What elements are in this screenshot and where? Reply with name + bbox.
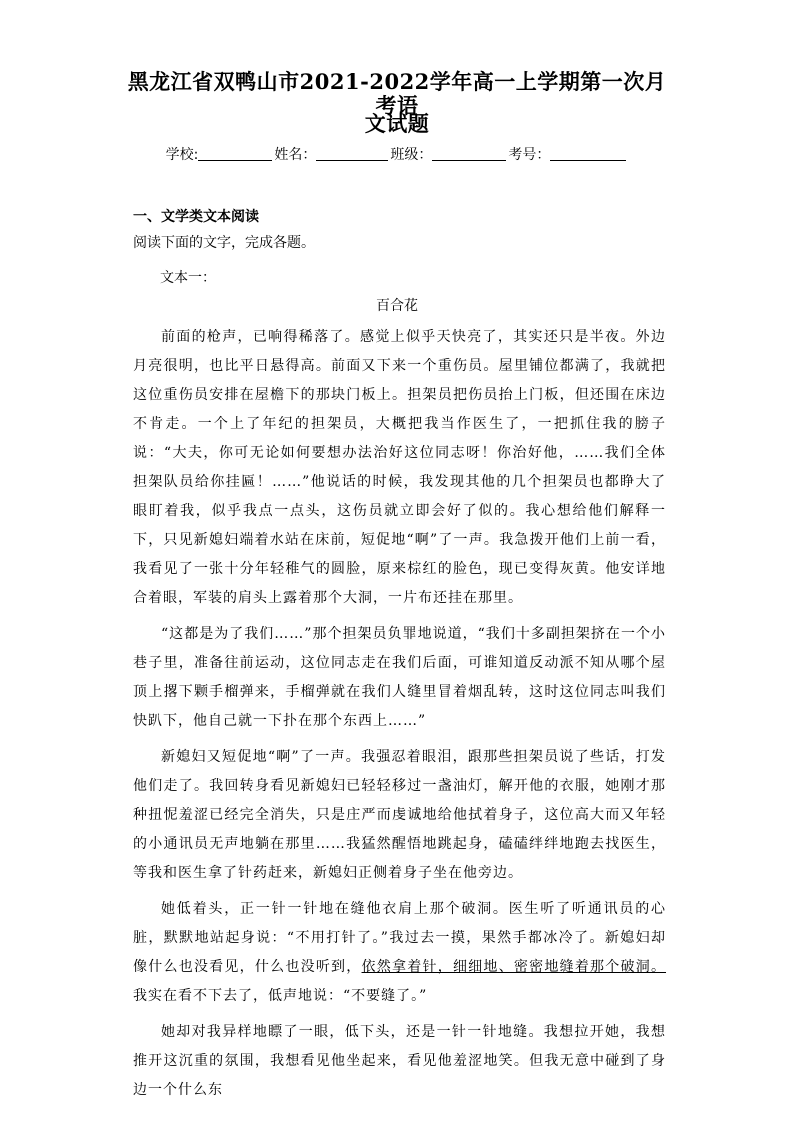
school-field[interactable] [198, 146, 272, 161]
passage-paragraph: 前面的枪声，已响得稀落了。感觉上似乎天快亮了，其实还只是半夜。外边月亮很明，也比平日悬得高。前面又下来一个重伤员。屋里铺位都满了，我就把这位重伤员安排在屋檐下的那块门板上。担架员把伤员抬上门板，但还围在床边不肯走。一个上了年纪的担架员，大概把我当作医生了，一把抓住我的膀子说：“大夫，你可无论如何要想办法治好这位同志呀！你治好他，……我们全体担架队员给你挂匾！……”他说话的时候，我发现其他的几个担架员也都睁大了眼盯着我，似乎我点一点头，这伤员就立即会好了似的。我心想给他们解释一下，只见新媳妇端着水站在床前，短促地“啊”了一声。我急拨开他们上前一看，我看见了一张十分年轻稚气的圆脸，原来棕红的脸色，现已变得灰黄。他安详地合着眼，军装的肩头上露着那个大洞，一片布还挂在那里。 [133, 329, 666, 606]
passage-paragraph [133, 895, 666, 1011]
class-field[interactable] [432, 146, 506, 161]
paragraph-text: 她低着头，正一针一针地在缝他衣肩上那个破洞。医生听了听通讯员的心脏，默默地站起身说：“不用打针了。”我过去一摸，果然手都冰冷了。新媳妇却像什么也没看见，什么也没听到， [133, 901, 666, 975]
passage-paragraph: “这都是为了我们……”那个担架员负罪地说道，“我们十多副担架挤在一个小巷子里，准备往前运动，这位同志走在我们后面，可谁知道反动派不知从哪个屋顶上撂下颗手榴弹来，手榴弹就在我们人缝里冒着烟乱转，这时这位同志叫我们快趴下，他自己就一下扑在那个东西上……” [133, 626, 666, 729]
exam-number-label: 考号： [508, 147, 551, 163]
exam-number-field[interactable] [550, 146, 626, 161]
name-label: 姓名： [274, 147, 317, 163]
name-field[interactable] [316, 146, 388, 161]
passage-paragraph: 新媳妇又短促地“啊”了一声。我强忍着眼泪，跟那些担架员说了些话，打发他们走了。我回转身看见新媳妇已轻轻移过一盏油灯，解开他的衣服，她刚才那种扭怩羞涩已经完全消失，只是庄严而虔诚地给他拭着身子，这位高大而又年轻的小通讯员无声地躺在那里……我猛然醒悟地跳起身，磕磕绊绊地跑去找医生，等我和医生拿了针药赶来，新媳妇正侧着身子坐在他旁边。 [133, 749, 666, 881]
student-info-row [0, 145, 794, 165]
section-instruction: 阅读下面的文字，完成各题。 [133, 235, 315, 251]
page-title-line-1: 黑龙江省双鸭山市2021-2022学年高一上学期第一次月考语 [127, 69, 667, 118]
class-label: 班级： [390, 147, 433, 163]
page-title-line-2: 文试题 [364, 111, 430, 136]
section-heading: 一、文学类文本阅读 [133, 209, 259, 225]
text-label: 文本一： [160, 270, 216, 286]
passage-body [133, 323, 666, 1112]
paragraph-text: 我实在看不下去了，低声地说：“不要缝了。” [133, 988, 428, 1004]
passage-paragraph: 她却对我异样地瞟了一眼，低下头，还是一针一针地缝。我想拉开她，我想推开这沉重的氛围，我想看见他坐起来，看见他羞涩地笑。但我无意中碰到了身边一个什么东 [133, 1024, 666, 1098]
passage-title: 百合花 [376, 298, 418, 314]
school-label: 学校: [165, 147, 199, 163]
underlined-sentence: 依然拿着针，细细地、密密地缝着那个破洞。 [361, 959, 667, 975]
